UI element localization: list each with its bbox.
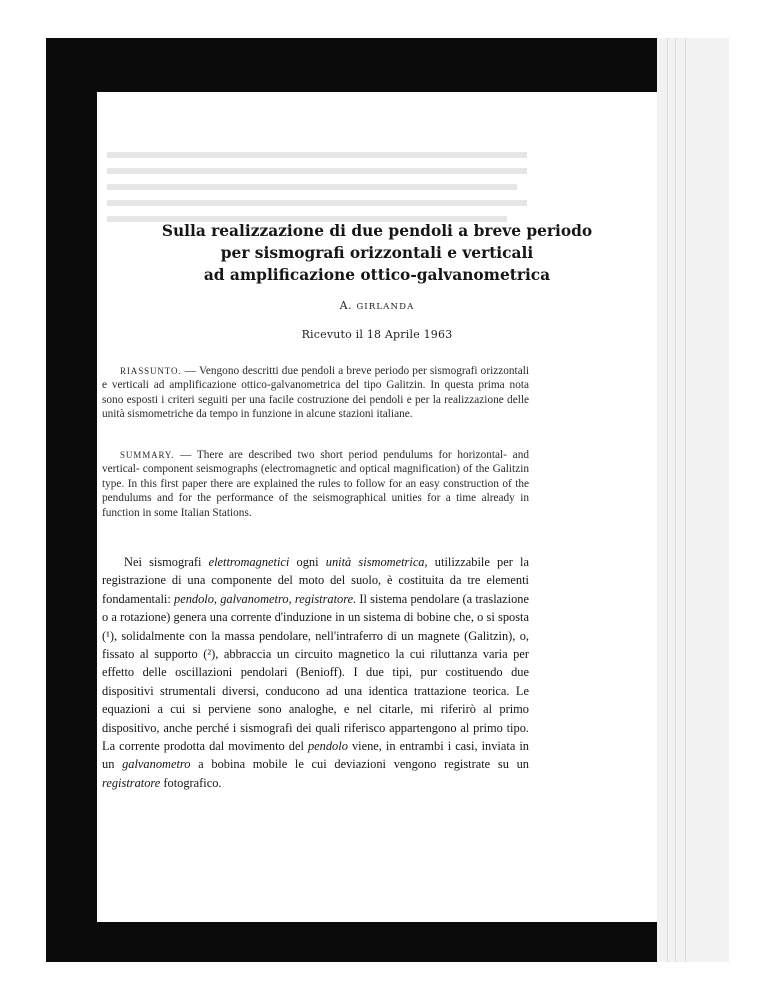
body-text-2: ogni: [289, 555, 326, 569]
body-paragraph: [102, 553, 529, 792]
riassunto-text: Vengono descritti due pendoli a breve periodo per sismografi orizzontali e verticali ad amplificazione ottico-galvanometrica del tipo Galitzin. In questa prima nota sono esposti i criteri seguiti per una facile costruzione dei pendoli e per la realizzazione delle unità sismometriche da tempo in funzione in alcune stazioni italiane.: [102, 365, 529, 421]
body-italic-5: galvanometro: [122, 757, 191, 772]
riassunto-dash: —: [181, 365, 199, 377]
article-page: [97, 92, 657, 922]
riassunto-label: RIASSUNTO.: [120, 366, 182, 376]
article-title-line-2: per sismografi orizzontali e verticali: [220, 244, 534, 262]
body-italic-6: registratore: [102, 775, 161, 790]
summary-label: SUMMARY.: [120, 450, 175, 460]
author: [97, 299, 657, 312]
body-text-6: a bobina mobile le cui deviazioni vengono registrate su un: [190, 757, 529, 772]
received-date: Ricevuto il 18 Aprile 1963: [301, 328, 453, 341]
body-text-4: Il sistema pendolare (a traslazione o a rotazione) genera una corrente d'induzione in un sistema di bobine che, o si sposta (¹), solidalmente con la massa pendolare, nell'intraferro di un magnete (Galitzin), o, fissato al supporto (²), abbraccia un circuito magnetico la cui riluttanza varia per effetto delle oscillazioni pendolari (Benioff). I due tipi, pur costituendo due dispositivi strumentali diversi, conducono ad una identica trattazione teorica. Le equazioni a cui si perviene sono analoghe, e nel citarle, mi riferirò al primo dispositivo, anche perché i sismografi dei quali riferisco appartengono al primo tipo. La corrente prodotta dal movimento del: [102, 591, 529, 754]
body-text-7: fotografico.: [160, 775, 222, 790]
adjacent-page-edge: [657, 38, 729, 962]
article-title-line-1: Sulla realizzazione di due pendoli a breve periodo: [161, 222, 593, 240]
article-title-line-3: ad amplificazione ottico-galvanometrica: [203, 266, 551, 284]
summary-dash: —: [174, 449, 197, 461]
body-italic-2: unità sismometrica: [325, 555, 425, 569]
body-italic-4: pendolo: [307, 739, 348, 754]
body-text-1: Nei sismografi: [124, 555, 209, 569]
body-text-5: viene, in entrambi i casi, inviata in un: [102, 739, 530, 772]
summary-text: There are described two short period pendulums for horizontal- and vertical- component seismographs (electromagnetic and optical magnification) of the Galitzin type. In this first paper there are explained the rules to follow for an easy construction of the pendulums and for the performance of the seismographical unities for a time already in function in some Italian Stations.: [102, 449, 529, 519]
author-initial: A.: [339, 299, 353, 312]
author-name: GIRLANDA: [356, 302, 415, 312]
body-text-3: , utilizzabile per la registrazione di una componente del moto del suolo, è costituita da tre elementi fondamentali:: [102, 555, 529, 606]
summary-paragraph: [102, 448, 529, 520]
body-italic-1: elettromagnetici: [208, 555, 290, 569]
riassunto-paragraph: [102, 364, 529, 422]
body-italic-3: pendolo, galvanometro, registratore.: [174, 591, 357, 606]
